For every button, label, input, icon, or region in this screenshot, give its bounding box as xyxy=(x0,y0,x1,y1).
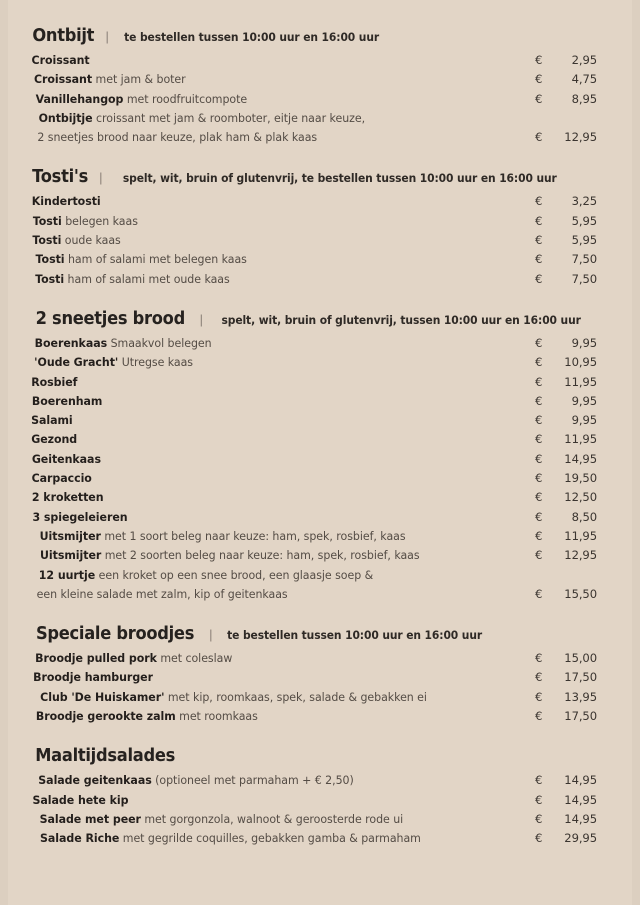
section-separator: | xyxy=(199,311,203,327)
menu-item-text xyxy=(33,214,138,228)
menu-item-description: met 2 soorten beleg naar keuze: ham, spek, rosbief, kaas xyxy=(104,548,420,563)
menu-item-price xyxy=(535,529,597,543)
menu-item-name: Salade hete kip xyxy=(32,792,129,807)
menu-item-list xyxy=(30,336,597,606)
menu-item-description: 2 sneetjes brood naar keuze, plak ham & plak kaas xyxy=(37,130,318,145)
menu-item-row xyxy=(30,773,597,792)
price-amount: 19,50 xyxy=(564,471,597,486)
menu-item-row xyxy=(30,194,597,213)
currency-symbol: € xyxy=(535,471,543,486)
section-title: Ontbijt xyxy=(32,26,95,46)
menu-item-text xyxy=(32,53,90,67)
price-amount: 17,50 xyxy=(564,670,597,685)
menu-item-row xyxy=(30,490,597,509)
menu-item-row xyxy=(30,510,597,529)
menu-item-name: Salami xyxy=(31,413,73,428)
menu-item-text xyxy=(36,709,258,723)
menu-item-price xyxy=(535,709,597,723)
menu-item-name: Tosti xyxy=(32,213,62,228)
menu-item-name: Croissant xyxy=(33,72,93,87)
currency-symbol: € xyxy=(535,252,543,267)
menu-item-description: met gegrilde coquilles, gebakken gamba & parmaham xyxy=(122,831,421,846)
menu-item-name: Rosbief xyxy=(31,374,78,389)
price-amount: 14,95 xyxy=(564,773,597,788)
price-amount: 8,95 xyxy=(571,91,597,106)
menu-item-text xyxy=(37,587,288,601)
currency-symbol: € xyxy=(535,831,543,846)
menu-item-price xyxy=(535,72,597,86)
menu-item-row xyxy=(30,812,597,831)
section-title: 2 sneetjes brood xyxy=(35,308,185,329)
menu-item-description: belegen kaas xyxy=(65,213,138,228)
currency-symbol: € xyxy=(535,709,543,724)
menu-item-text xyxy=(35,272,230,286)
menu-item-text xyxy=(32,233,120,247)
menu-item-text xyxy=(33,510,128,524)
menu-item-price xyxy=(535,194,597,208)
section-subtitle: spelt, wit, bruin of glutenvrij, te bestellen tussen 10:00 uur en 16:00 uur xyxy=(123,171,558,186)
currency-symbol: € xyxy=(535,72,543,87)
currency-symbol: € xyxy=(535,586,543,601)
menu-item-row xyxy=(30,793,597,812)
section-separator: | xyxy=(99,170,103,186)
price-amount: 17,50 xyxy=(564,709,597,724)
menu-item-name: Broodje gerookte zalm xyxy=(35,709,176,724)
price-amount: 9,95 xyxy=(571,413,597,428)
currency-symbol: € xyxy=(535,651,543,666)
menu-item-description: met coleslaw xyxy=(160,651,233,666)
menu-item-row xyxy=(30,252,597,271)
currency-symbol: € xyxy=(535,271,543,286)
menu-item-name: Geitenkaas xyxy=(31,451,101,466)
menu-item-price xyxy=(535,587,597,601)
menu-item-text xyxy=(35,651,232,665)
menu-item-name: Vanillehangop xyxy=(35,91,124,106)
currency-symbol: € xyxy=(535,194,543,209)
menu-item-price xyxy=(535,548,597,562)
price-amount: 11,95 xyxy=(564,432,597,447)
menu-item-name: Club 'De Huiskamer' xyxy=(40,689,165,704)
price-amount: 14,95 xyxy=(564,792,597,807)
menu-section xyxy=(30,309,597,606)
menu-item-row xyxy=(30,72,597,91)
menu-item-row xyxy=(30,432,597,451)
menu-item-text xyxy=(33,793,129,807)
section-header xyxy=(30,624,597,644)
menu-item-price xyxy=(535,432,597,446)
menu-item-price xyxy=(535,452,597,466)
currency-symbol: € xyxy=(535,490,543,505)
menu-section xyxy=(30,624,597,728)
price-amount: 5,95 xyxy=(571,233,597,248)
menu-item-row xyxy=(30,111,597,130)
menu-item-text xyxy=(40,548,420,562)
currency-symbol: € xyxy=(535,773,543,788)
currency-symbol: € xyxy=(535,528,543,543)
menu-item-description: ham of salami met oude kaas xyxy=(67,271,230,286)
price-amount: 7,50 xyxy=(571,252,597,267)
currency-symbol: € xyxy=(535,53,543,67)
menu-item-row xyxy=(30,529,597,548)
menu-item-description: met jam & boter xyxy=(95,72,186,87)
menu-item-price xyxy=(535,651,597,665)
menu-item-text xyxy=(40,831,421,845)
menu-item-row xyxy=(30,92,597,111)
menu-item-row xyxy=(30,53,597,72)
currency-symbol: € xyxy=(535,792,543,807)
menu-item-text xyxy=(40,812,404,826)
menu-item-text xyxy=(33,670,153,684)
section-separator: | xyxy=(105,29,109,44)
price-amount: 4,75 xyxy=(571,72,597,87)
menu-item-row xyxy=(30,355,597,374)
price-amount: 12,50 xyxy=(564,490,597,505)
currency-symbol: € xyxy=(535,130,543,145)
section-header xyxy=(30,746,597,766)
menu-item-list xyxy=(30,651,597,728)
menu-item-text xyxy=(32,452,101,466)
menu-item-description: met kip, roomkaas, spek, salade & gebakken ei xyxy=(167,689,427,704)
menu-section xyxy=(30,26,597,149)
menu-item-price xyxy=(535,413,597,427)
menu-item-name: Tosti xyxy=(35,271,65,286)
menu-item-description: oude kaas xyxy=(64,233,121,248)
menu-item-name: Tosti xyxy=(35,252,65,267)
price-amount: 9,95 xyxy=(571,393,597,408)
menu-item-name: Boerenham xyxy=(31,393,103,408)
menu-item-text xyxy=(39,111,365,125)
menu-item-price xyxy=(535,773,597,787)
menu-item-name: Broodje hamburger xyxy=(33,670,153,685)
menu-item-price xyxy=(535,92,597,106)
menu-item-price xyxy=(535,510,597,524)
price-amount: 14,95 xyxy=(564,811,597,826)
menu-item-name: Carpaccio xyxy=(31,471,92,486)
menu-item-text xyxy=(36,92,248,106)
currency-symbol: € xyxy=(535,374,543,389)
menu-item-row xyxy=(30,587,597,606)
menu-item-price xyxy=(535,355,597,369)
menu-item-price xyxy=(535,690,597,704)
menu-item-text xyxy=(32,490,104,504)
price-amount: 11,95 xyxy=(564,374,597,389)
menu-item-name: Uitsmijter xyxy=(39,528,101,543)
section-title: Maaltijdsalades xyxy=(35,746,176,767)
menu-item-description: (optioneel met parmaham + € 2,50) xyxy=(155,773,354,788)
menu-item-row xyxy=(30,233,597,252)
menu-item-text xyxy=(37,130,317,144)
price-amount: 13,95 xyxy=(564,689,597,704)
menu-item-name: Salade geitenkaas xyxy=(38,773,152,788)
menu-item-price xyxy=(535,214,597,228)
menu-item-name: 12 uurtje xyxy=(38,567,96,582)
price-amount: 9,95 xyxy=(571,335,597,350)
menu-item-description: een kroket op een snee brood, een glaasje soep & xyxy=(98,567,374,582)
menu-item-row xyxy=(30,272,597,291)
price-amount: 7,50 xyxy=(571,271,597,286)
menu-item-row xyxy=(30,413,597,432)
price-amount: 15,50 xyxy=(564,586,597,601)
menu-item-text xyxy=(40,529,406,543)
menu-item-price xyxy=(535,831,597,845)
menu-item-price xyxy=(535,233,597,247)
section-subtitle: spelt, wit, bruin of glutenvrij, tussen 10:00 uur en 16:00 uur xyxy=(221,312,581,327)
currency-symbol: € xyxy=(535,233,543,248)
section-subtitle: te bestellen tussen 10:00 uur en 16:00 uur xyxy=(227,628,483,643)
menu-item-row xyxy=(30,548,597,567)
menu-item-name: Broodje pulled pork xyxy=(35,651,157,666)
menu-item-price xyxy=(535,252,597,266)
menu-item-name: Uitsmijter xyxy=(39,548,102,563)
menu-item-row xyxy=(30,336,597,355)
menu-item-price xyxy=(535,130,597,144)
currency-symbol: € xyxy=(535,91,543,106)
price-amount: 5,95 xyxy=(571,213,597,228)
price-amount: 2,95 xyxy=(571,53,597,67)
menu-item-row xyxy=(30,690,597,709)
menu-item-description: met 1 soort beleg naar keuze: ham, spek, rosbief, kaas xyxy=(104,528,406,543)
menu-item-text xyxy=(31,375,77,389)
menu-item-row xyxy=(30,568,597,587)
menu-item-name: Salade met peer xyxy=(39,811,141,826)
menu-item-description: een kleine salade met zalm, kip of geitenkaas xyxy=(36,586,288,601)
menu-item-row xyxy=(30,375,597,394)
menu-item-name: 2 kroketten xyxy=(31,490,104,505)
menu-item-text xyxy=(31,432,77,446)
currency-symbol: € xyxy=(535,548,543,563)
menu-item-description: met roomkaas xyxy=(179,709,258,724)
menu-item-name: Tosti xyxy=(32,233,62,248)
section-header xyxy=(30,309,597,329)
menu-item-price xyxy=(535,670,597,684)
menu-item-name: Croissant xyxy=(31,53,90,67)
price-amount: 10,95 xyxy=(564,355,597,370)
currency-symbol: € xyxy=(535,393,543,408)
menu-item-description: Utregse kaas xyxy=(121,355,194,370)
menu-item-text xyxy=(39,568,373,582)
menu-item-price xyxy=(535,375,597,389)
menu-item-text xyxy=(35,336,212,350)
menu-item-row xyxy=(30,651,597,670)
menu-item-text xyxy=(32,471,92,485)
section-separator: | xyxy=(209,627,213,643)
menu-item-row xyxy=(30,471,597,490)
menu-section xyxy=(30,746,597,850)
menu-item-name: 3 spiegeleieren xyxy=(32,509,128,524)
menu-item-price xyxy=(535,336,597,350)
currency-symbol: € xyxy=(535,811,543,826)
currency-symbol: € xyxy=(535,670,543,685)
menu-item-name: 'Oude Gracht' xyxy=(34,355,119,370)
currency-symbol: € xyxy=(535,451,543,466)
menu-item-description: ham of salami met belegen kaas xyxy=(67,252,247,267)
menu-item-text xyxy=(32,394,103,408)
menu-item-description: Smaakvol belegen xyxy=(110,335,212,350)
menu-item-name: Ontbijtje xyxy=(38,110,93,125)
price-amount: 8,50 xyxy=(571,509,597,524)
menu-item-text xyxy=(38,773,353,787)
menu-section xyxy=(30,167,597,290)
price-amount: 15,00 xyxy=(564,651,597,666)
price-amount: 29,95 xyxy=(564,831,597,846)
currency-symbol: € xyxy=(535,413,543,428)
section-header xyxy=(30,26,597,46)
menu-item-list xyxy=(30,773,597,850)
menu-item-name: Kindertosti xyxy=(31,194,101,209)
menu-item-list xyxy=(30,194,597,290)
currency-symbol: € xyxy=(535,432,543,447)
price-amount: 12,95 xyxy=(564,130,597,145)
section-subtitle: te bestellen tussen 10:00 uur en 16:00 uur xyxy=(124,30,379,44)
menu-item-text xyxy=(40,690,427,704)
menu-item-description: met roodfruitcompote xyxy=(126,91,248,106)
menu-item-row xyxy=(30,452,597,471)
menu-item-text xyxy=(31,413,73,427)
menu-item-price xyxy=(535,812,597,826)
menu-item-name: Boerenkaas xyxy=(34,335,108,350)
menu-item-text xyxy=(32,194,101,208)
currency-symbol: € xyxy=(535,335,543,350)
menu-item-row xyxy=(30,214,597,233)
price-amount: 12,95 xyxy=(564,548,597,563)
menu-item-description: croissant met jam & roomboter, eitje naar keuze, xyxy=(96,110,366,125)
menu-item-text xyxy=(34,72,186,86)
currency-symbol: € xyxy=(535,509,543,524)
currency-symbol: € xyxy=(535,355,543,370)
menu-item-list xyxy=(30,53,597,149)
menu-item-price xyxy=(535,490,597,504)
menu-item-row xyxy=(30,394,597,413)
section-header xyxy=(30,167,597,187)
menu-item-price xyxy=(535,471,597,485)
currency-symbol: € xyxy=(535,689,543,704)
menu-item-text xyxy=(36,252,247,266)
section-title: Speciale broodjes xyxy=(35,624,195,645)
price-amount: 11,95 xyxy=(564,528,597,543)
menu-item-description: met gorgonzola, walnoot & geroosterde rode ui xyxy=(144,811,404,826)
menu-item-row xyxy=(30,831,597,850)
menu-item-row xyxy=(30,130,597,149)
menu-item-name: Gezond xyxy=(31,432,78,447)
menu-item-text xyxy=(34,355,193,369)
menu-item-name: Salade Riche xyxy=(40,831,120,846)
menu-item-price xyxy=(535,272,597,286)
currency-symbol: € xyxy=(535,213,543,228)
menu-item-price xyxy=(535,394,597,408)
menu-item-row xyxy=(30,709,597,728)
price-amount: 3,25 xyxy=(571,194,597,209)
menu-item-price xyxy=(535,793,597,807)
menu-item-price xyxy=(535,53,597,67)
section-title: Tosti's xyxy=(32,167,88,188)
menu-item-row xyxy=(30,670,597,689)
price-amount: 14,95 xyxy=(564,451,597,466)
